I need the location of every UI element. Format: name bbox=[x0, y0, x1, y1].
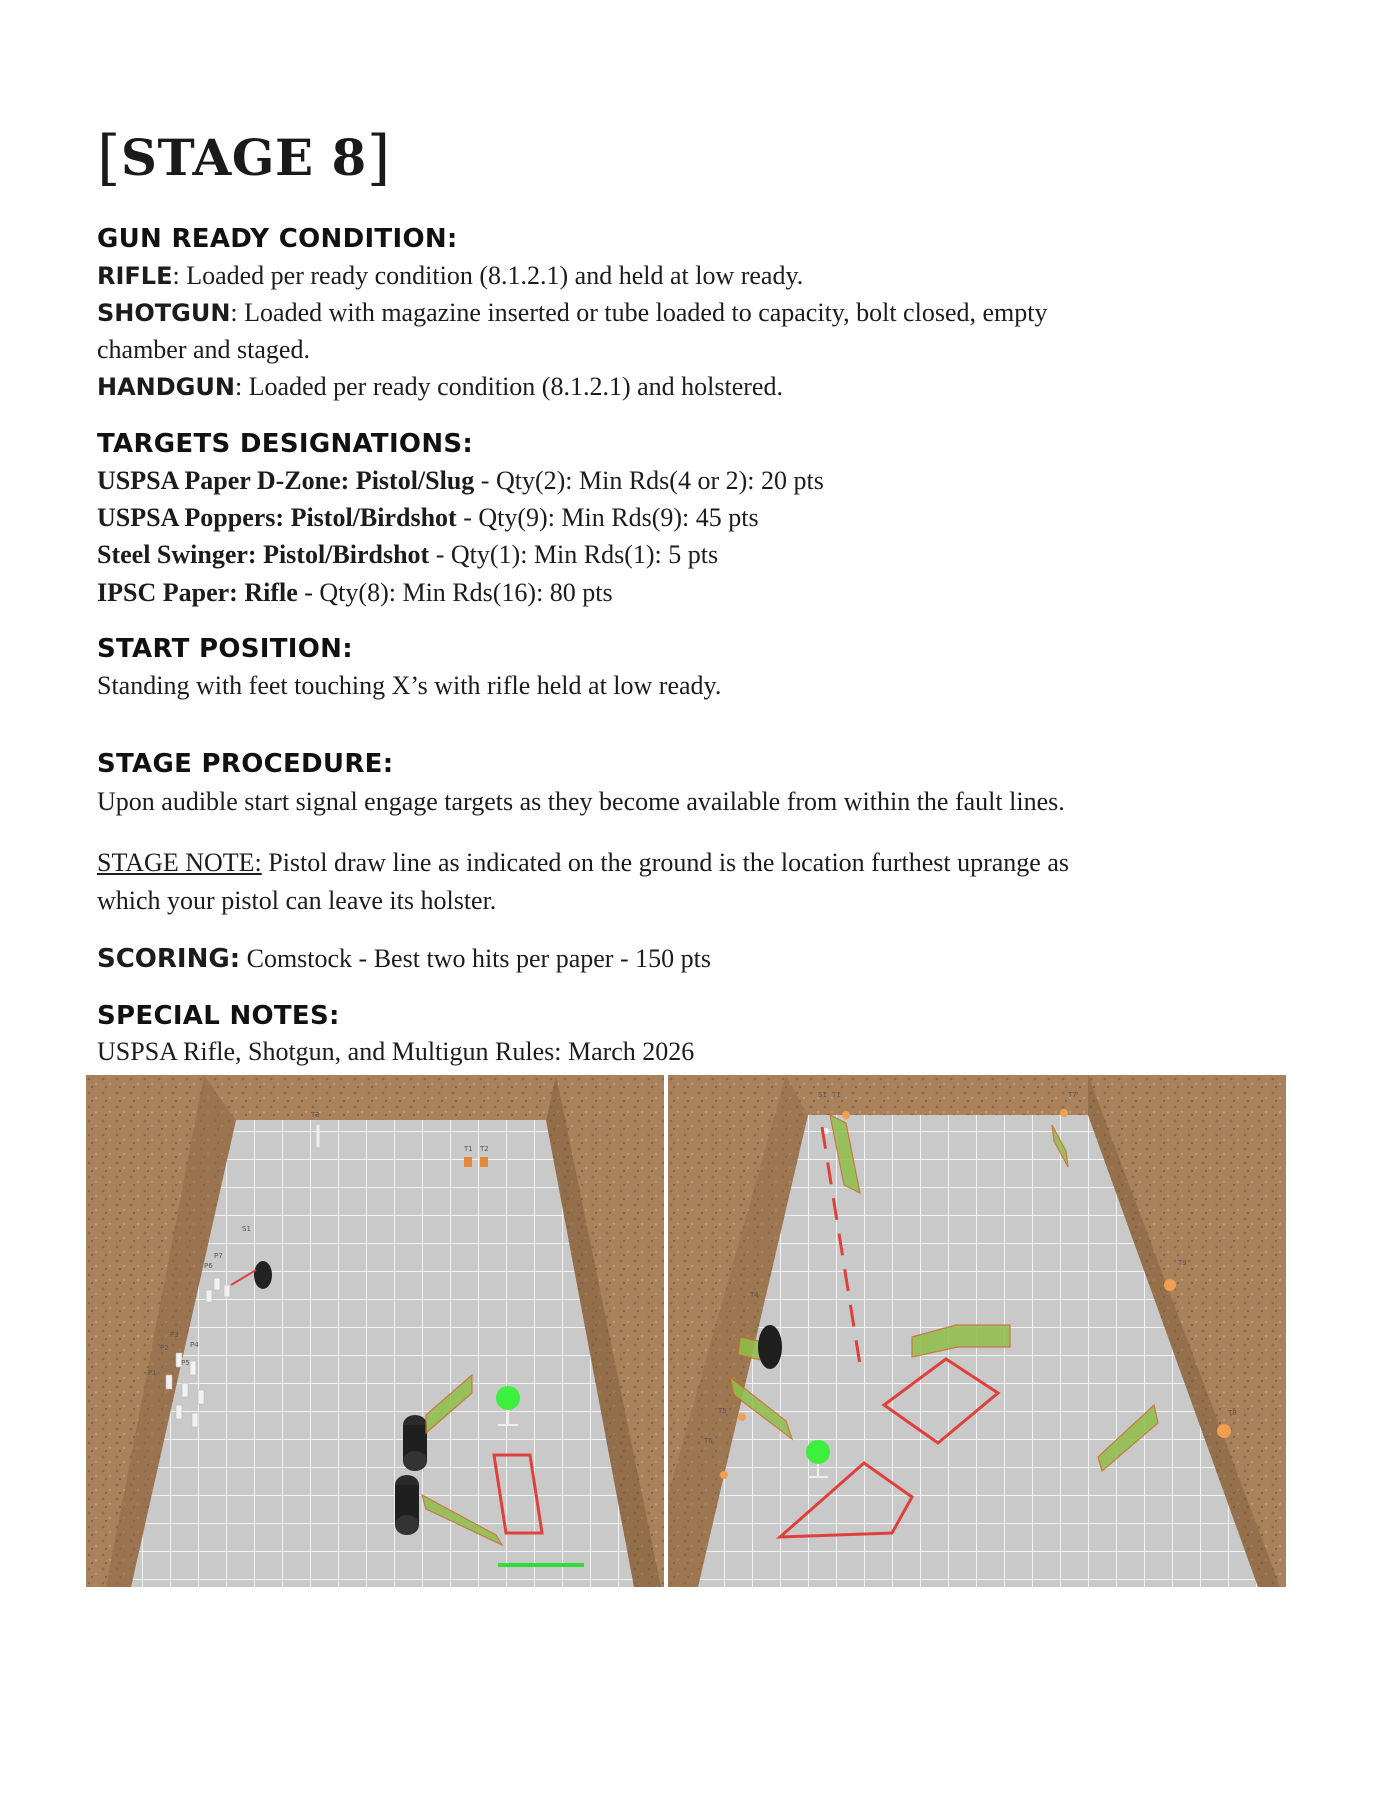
svg-text:T5: T5 bbox=[718, 1407, 727, 1415]
scoring-line: SCORING: Comstock - Best two hits per paper - 150 pts bbox=[97, 944, 711, 974]
rifle-target-t2 bbox=[480, 1157, 488, 1167]
stage-title-text: STAGE 8 bbox=[120, 128, 367, 187]
back-berm bbox=[204, 1075, 556, 1120]
svg-text:T9: T9 bbox=[1178, 1259, 1187, 1267]
svg-text:P7: P7 bbox=[214, 1252, 223, 1260]
svg-text:T1: T1 bbox=[832, 1091, 841, 1099]
svg-text:T3: T3 bbox=[311, 1111, 320, 1119]
special-notes-text: USPSA Rifle, Shotgun, and Multigun Rules: March 2026 bbox=[97, 1037, 695, 1066]
page-title: [STAGE 8] bbox=[97, 123, 391, 193]
svg-text:T4: T4 bbox=[750, 1291, 759, 1299]
svg-text:S1: S1 bbox=[242, 1225, 251, 1233]
targets-heading: TARGETS DESIGNATIONS: bbox=[97, 429, 474, 459]
left-stage-view bbox=[86, 1075, 664, 1587]
rifle-label: RIFLE bbox=[97, 262, 173, 290]
procedure-heading: STAGE PROCEDURE: bbox=[97, 749, 394, 779]
svg-text:P2: P2 bbox=[160, 1344, 169, 1352]
handgun-line: HANDGUN: Loaded per ready condition (8.1.2.1) and holstered. bbox=[97, 372, 783, 401]
svg-text:T2: T2 bbox=[480, 1145, 489, 1153]
shotgun-line: SHOTGUN: Loaded with magazine inserted or tube loaded to capacity, bolt closed, empty bbox=[97, 298, 1048, 327]
svg-text:P3: P3 bbox=[170, 1331, 179, 1339]
svg-text:T6: T6 bbox=[704, 1437, 713, 1445]
stage-diagram-svg bbox=[86, 1075, 1286, 1587]
rifle-line: RIFLE: Loaded per ready condition (8.1.2.1) and held at low ready. bbox=[97, 261, 804, 290]
barrel bbox=[254, 1261, 272, 1289]
target-item: IPSC Paper: Rifle - Qty(8): Min Rds(16): 80 pts bbox=[97, 578, 613, 607]
svg-text:P1: P1 bbox=[148, 1369, 157, 1377]
procedure-text: Upon audible start signal engage targets as they become available from within the fault lines. bbox=[97, 787, 1065, 816]
start-position-heading: START POSITION: bbox=[97, 634, 353, 664]
stage-note-label: STAGE NOTE: bbox=[97, 848, 262, 877]
scoring-label: SCORING: bbox=[97, 944, 241, 974]
svg-text:T1: T1 bbox=[464, 1145, 473, 1153]
target-item: USPSA Poppers: Pistol/Birdshot - Qty(9): Min Rds(9): 45 pts bbox=[97, 503, 759, 532]
svg-text:P5: P5 bbox=[181, 1359, 190, 1367]
gun-ready-heading: GUN READY CONDITION: bbox=[97, 224, 458, 254]
svg-text:T8: T8 bbox=[1228, 1409, 1237, 1417]
stage-diagrams bbox=[86, 1075, 1286, 1587]
svg-text:S1: S1 bbox=[818, 1091, 827, 1099]
handgun-label: HANDGUN bbox=[97, 373, 235, 401]
rifle-target-t1 bbox=[464, 1157, 472, 1167]
stage-note-line-cont: which your pistol can leave its holster. bbox=[97, 886, 497, 915]
special-notes-heading: SPECIAL NOTES: bbox=[97, 1001, 340, 1031]
start-marker bbox=[496, 1386, 520, 1410]
stage-note-line: STAGE NOTE: Pistol draw line as indicated on the ground is the location furthest uprange as bbox=[97, 848, 1069, 877]
start-marker bbox=[806, 1440, 830, 1464]
svg-text:P4: P4 bbox=[190, 1341, 199, 1349]
shotgun-line-cont: chamber and staged. bbox=[97, 335, 310, 364]
start-position-text: Standing with feet touching X’s with rifle held at low ready. bbox=[97, 671, 722, 700]
barrel bbox=[758, 1325, 782, 1369]
target-item: USPSA Paper D-Zone: Pistol/Slug - Qty(2): Min Rds(4 or 2): 20 pts bbox=[97, 466, 824, 495]
right-stage-view bbox=[668, 1075, 1286, 1587]
shotgun-label: SHOTGUN bbox=[97, 299, 231, 327]
target-item: Steel Swinger: Pistol/Birdshot - Qty(1): Min Rds(1): 5 pts bbox=[97, 540, 719, 569]
svg-text:T7: T7 bbox=[1068, 1091, 1077, 1099]
svg-text:P6: P6 bbox=[204, 1262, 213, 1270]
